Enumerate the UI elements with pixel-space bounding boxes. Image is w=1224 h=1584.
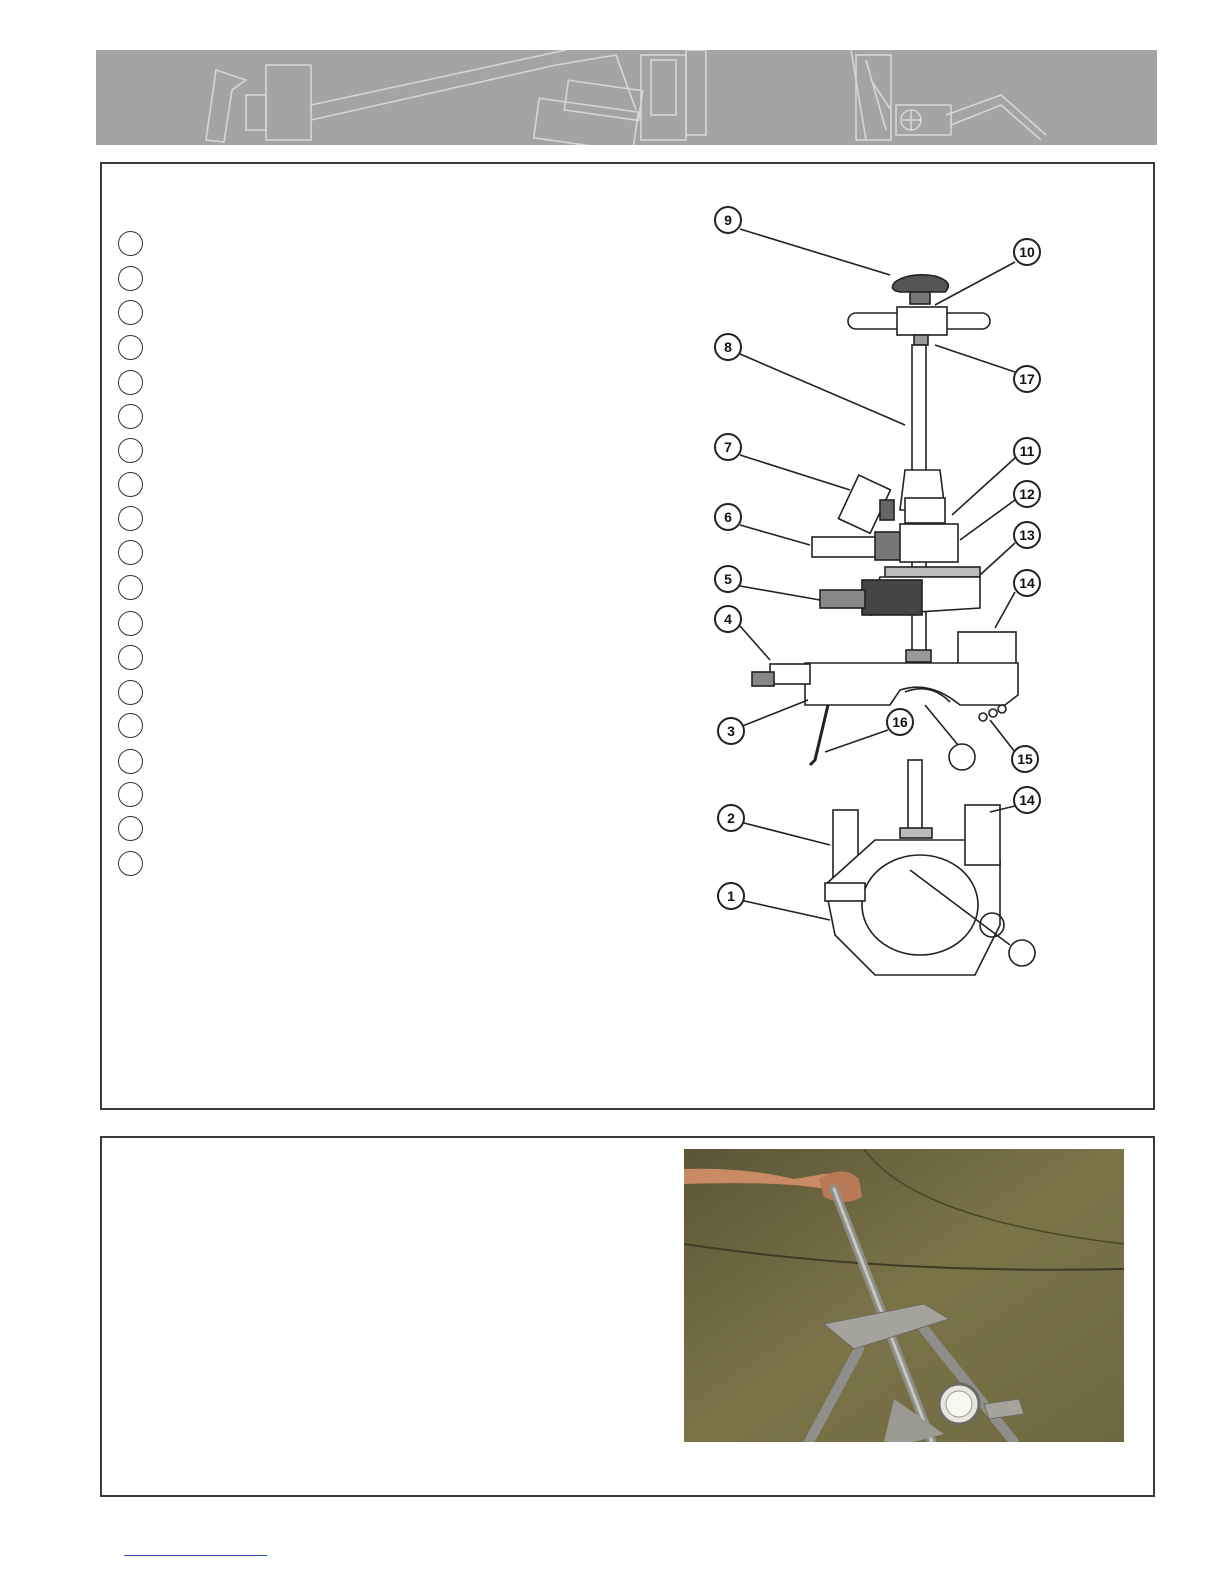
callout-number: 8 xyxy=(724,339,732,355)
callout-number: 7 xyxy=(724,439,732,455)
callout-number: 5 xyxy=(724,571,732,587)
callout-number: 11 xyxy=(1019,443,1035,459)
callout-number: 14 xyxy=(1019,575,1035,591)
callout-number: 2 xyxy=(727,810,735,826)
callout-number: 9 xyxy=(724,212,732,228)
callout-number: 15 xyxy=(1017,751,1033,767)
callout-number: 13 xyxy=(1019,527,1035,543)
callout-number: 17 xyxy=(1019,371,1035,387)
callout-number: 12 xyxy=(1019,486,1035,502)
callout-number: 3 xyxy=(727,723,735,739)
footer-underline-link[interactable] xyxy=(124,1555,267,1556)
callout-number: 4 xyxy=(724,611,732,627)
callout-number: 6 xyxy=(724,509,732,525)
callout-number: 1 xyxy=(727,888,735,904)
callout-number: 10 xyxy=(1019,244,1035,260)
callout-number: 14 xyxy=(1019,792,1035,808)
hand-holding-mounting-tool-photo xyxy=(684,1149,1124,1442)
callout-number: 16 xyxy=(892,714,908,730)
